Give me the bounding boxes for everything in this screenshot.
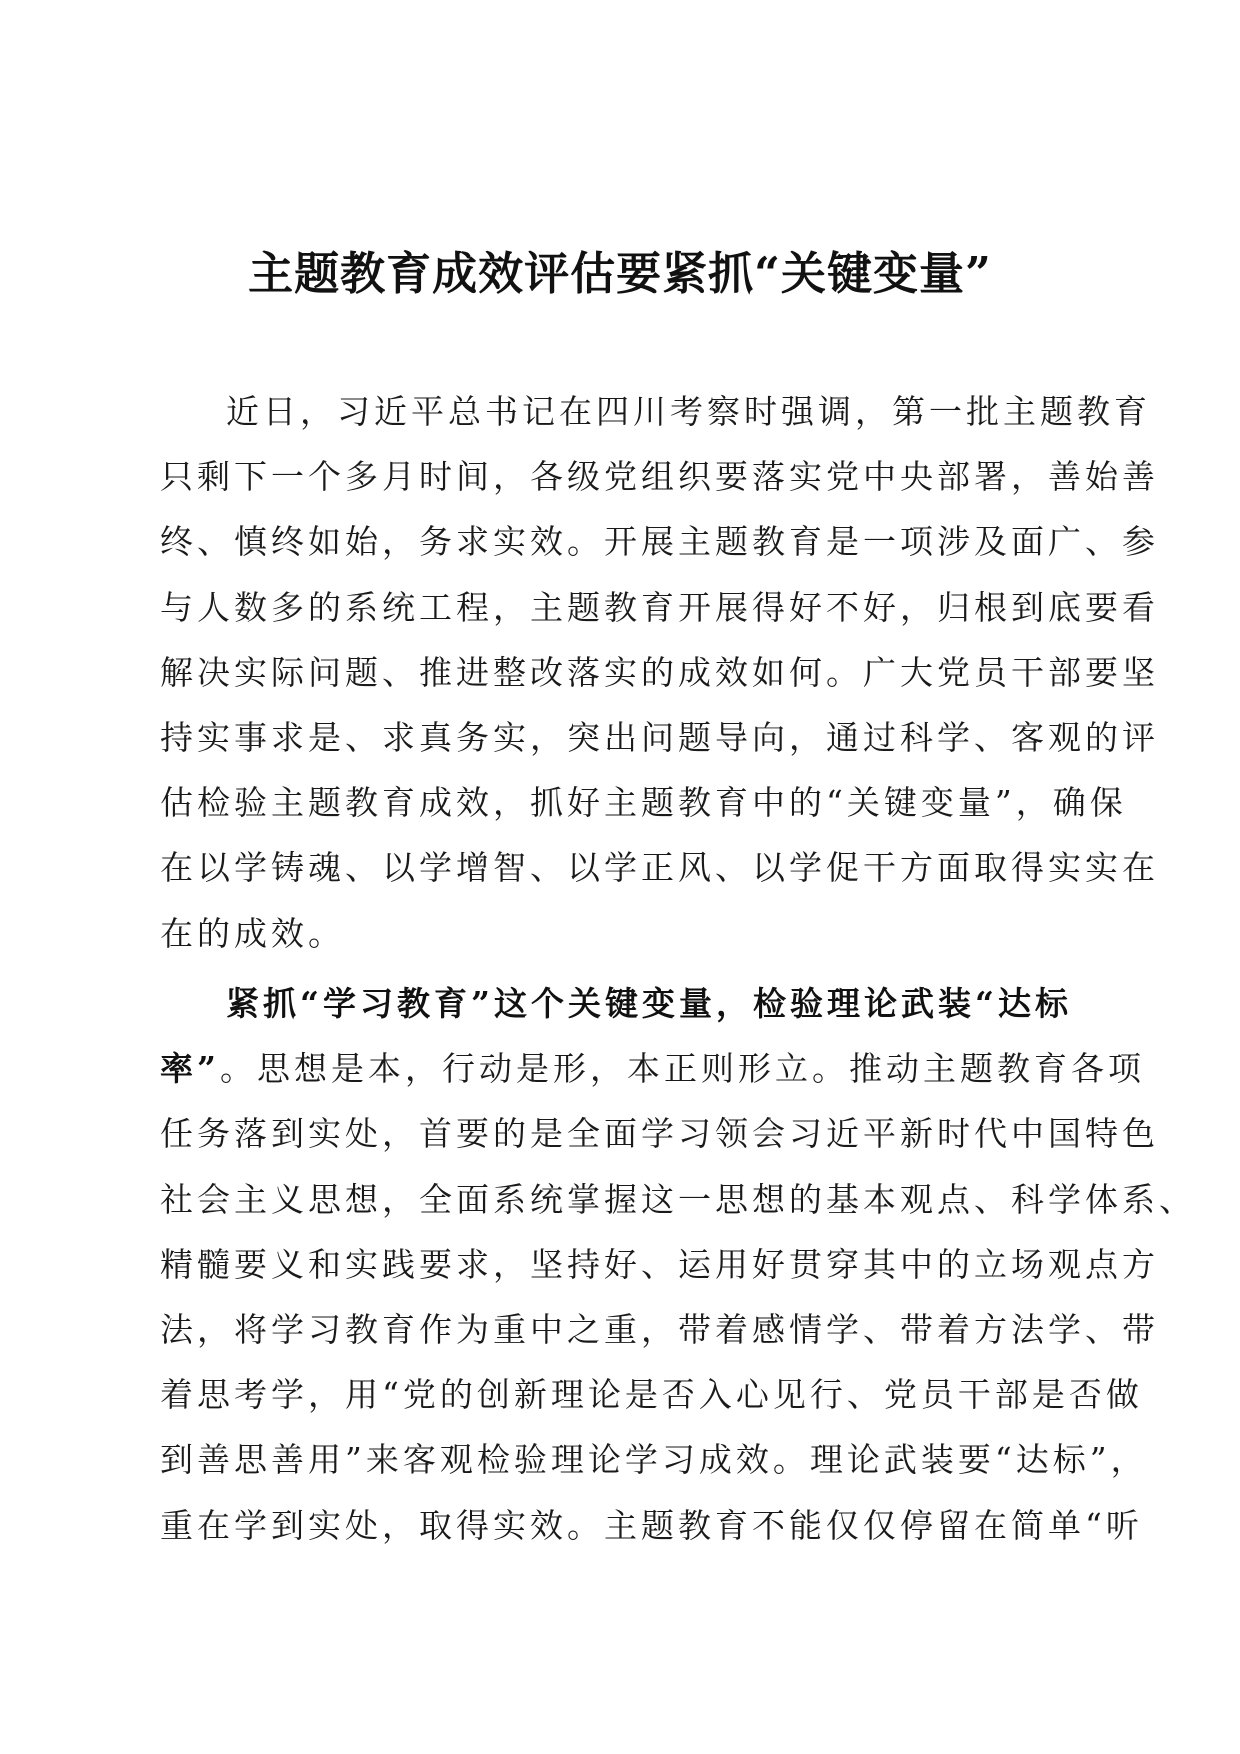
paragraph-line: 与人数多的系统工程，主题教育开展得好不好，归根到底要看 bbox=[160, 587, 1159, 627]
paragraph-line bbox=[160, 1036, 1145, 1101]
paragraph-line: 任务落到实处，首要的是全面学习领会习近平新时代中国特色 bbox=[160, 1114, 1159, 1154]
paragraph-line: 到善思善用”来客观检验理论学习成效。理论武装要“达标”， bbox=[160, 1440, 1148, 1480]
paragraph-line: 持实事求是、求真务实，突出问题导向，通过科学、客观的评 bbox=[160, 717, 1159, 757]
paragraph-line: 社会主义思想，全面系统掌握这一思想的基本观点、科学体系、 bbox=[160, 1179, 1196, 1219]
paragraph-1 bbox=[160, 379, 1159, 966]
paragraph-line: 在的成效。 bbox=[160, 913, 345, 953]
paragraph-line: 近日，习近平总书记在四川考察时强调，第一批主题教育 bbox=[226, 392, 1151, 431]
paragraph-line: 重在学到实处，取得实效。主题教育不能仅仅停留在简单“听 bbox=[160, 1505, 1143, 1545]
paragraph-line: 估检验主题教育成效，抓好主题教育中的“关键变量”，确保 bbox=[160, 783, 1127, 823]
section-heading: 紧抓“学习教育”这个关键变量，检验理论武装“达标 bbox=[226, 984, 1072, 1023]
paragraph-line: 着思考学，用“党的创新理论是否入心见行、党员干部是否做 bbox=[160, 1375, 1143, 1415]
paragraph-line: 精髓要义和实践要求，坚持好、运用好贯穿其中的立场观点方 bbox=[160, 1244, 1159, 1284]
section-heading-end: 率” bbox=[160, 1049, 220, 1089]
paragraph-line: 只剩下一个多月时间，各级党组织要落实党中央部署，善始善 bbox=[160, 457, 1159, 497]
paragraph-line: 解决实际问题、推进整改落实的成效如何。广大党员干部要坚 bbox=[160, 652, 1159, 692]
paragraph-line: 在以学铸魂、以学增智、以学正风、以学促干方面取得实实在 bbox=[160, 848, 1159, 888]
paragraph-line: 终、慎终如始，务求实效。开展主题教育是一项涉及面广、参 bbox=[160, 522, 1159, 562]
paragraph-2 bbox=[160, 971, 1196, 1558]
paragraph-line-rest: 。思想是本，行动是形，本正则形立。推动主题教育各项 bbox=[219, 1049, 1145, 1089]
paragraph-line: 法，将学习教育作为重中之重，带着感情学、带着方法学、带 bbox=[160, 1309, 1159, 1349]
document-title: 主题教育成效评估要紧抓“关键变量” bbox=[248, 247, 992, 300]
